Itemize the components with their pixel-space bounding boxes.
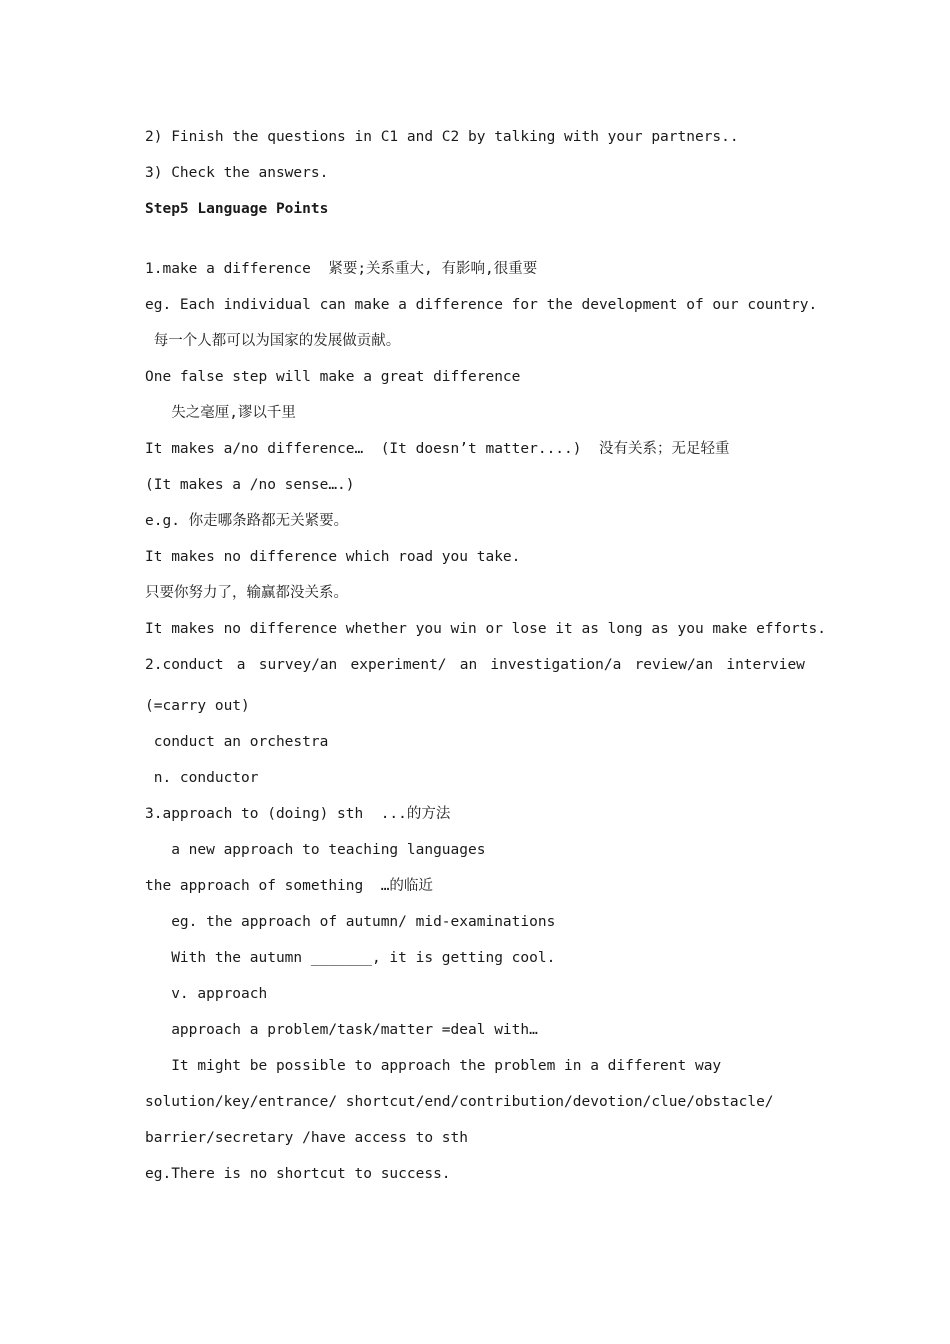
usage-note: n. conductor (145, 770, 259, 786)
point-1-title: 1.make a difference 紧要;关系重大, 有影响,很重要 (145, 261, 538, 277)
usage-note: approach a problem/task/matter =deal with… (145, 1022, 538, 1038)
word: interview (726, 657, 805, 673)
example-translation: 每一个人都可以为国家的发展做贡献。 (145, 333, 401, 349)
word-list: barrier/secretary /have access to sth (145, 1130, 469, 1146)
example-sentence: One false step will make a great difference (145, 369, 521, 385)
example-sentence: eg.There is no shortcut to success. (145, 1166, 451, 1182)
step-item-2: 2) Finish the questions in C1 and C2 by talking with your partners.. (145, 129, 739, 145)
example-sentence: With the autumn _______, it is getting cool. (145, 950, 556, 966)
example-sentence: eg. the approach of autumn/ mid-examinations (145, 914, 556, 930)
step-item-3: 3) Check the answers. (145, 165, 329, 181)
example-translation: e.g. 你走哪条路都无关紧要。 (145, 513, 349, 529)
example-sentence: It makes no difference whether you win or lose it as long as you make efforts. (145, 621, 826, 637)
point-3-title: 3.approach to (doing) sth ...的方法 (145, 806, 451, 822)
usage-note: (=carry out) (145, 698, 250, 714)
word-list: solution/key/entrance/ shortcut/end/contribution/devotion/clue/obstacle/ (145, 1094, 774, 1110)
example-sentence: eg. Each individual can make a difference for the development of our country. (145, 297, 818, 313)
word: an (459, 657, 478, 673)
usage-note: It makes a/no difference… (It doesn’t matter....) 没有关系；无足轻重 (145, 441, 730, 457)
example-sentence: It makes no difference which road you take. (145, 549, 521, 565)
example-translation: 只要你努力了，输赢都没关系。 (145, 585, 348, 601)
word: review/an (634, 657, 714, 673)
word: a (236, 657, 246, 673)
usage-note: v. approach (145, 986, 268, 1002)
usage-note: conduct an orchestra (145, 734, 329, 750)
word: investigation/a (490, 657, 622, 673)
section-heading: Step5 Language Points (145, 201, 329, 217)
point-2-title (145, 656, 805, 674)
usage-note: a new approach to teaching languages (145, 842, 486, 858)
usage-note: (It makes a /no sense….) (145, 477, 355, 493)
word: 2.conduct (145, 657, 224, 673)
example-translation: 失之毫厘,谬以千里 (145, 405, 296, 421)
example-sentence: It might be possible to approach the problem in a different way (145, 1058, 722, 1074)
word: survey/an (258, 657, 338, 673)
word: experiment/ (350, 657, 447, 673)
usage-note: the approach of something …的临近 (145, 878, 433, 894)
